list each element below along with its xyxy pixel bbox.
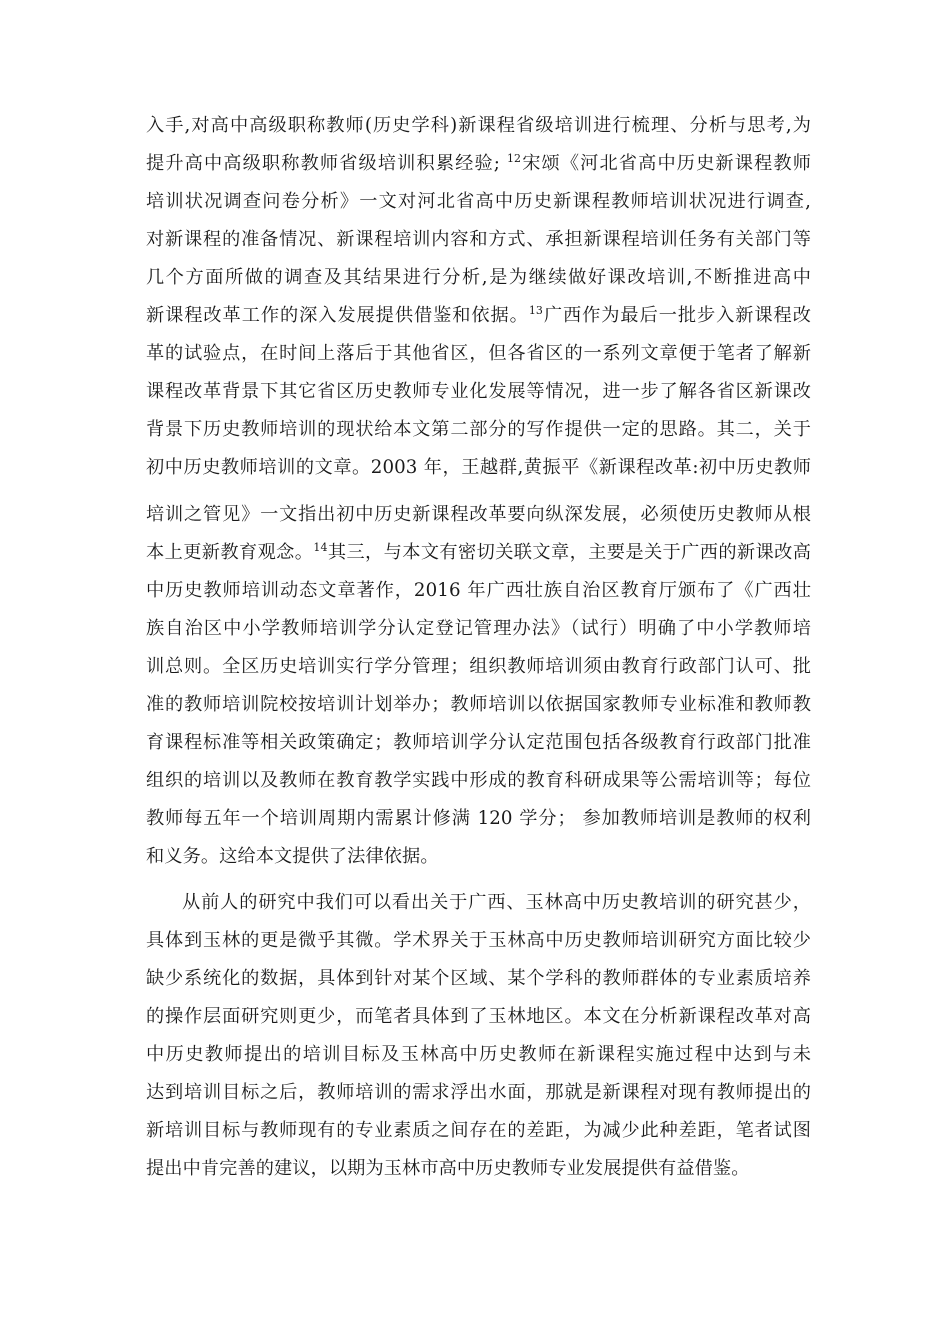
text-line: 提出中肯完善的建议，以期为玉林市高中历史教师专业发展提供有益借鉴。 <box>146 1158 750 1179</box>
text-segment: 其三，与本文有密切关联文章，主要是关于广西的新课改高 <box>327 542 812 563</box>
text-line: 入手,对高中高级职称教师(历史学科)新课程省级培训进行梳理、分析与思考,为 <box>146 115 811 136</box>
text-line: 新培训目标与教师现有的专业素质之间存在的差距，为减少此种差距，笔者试图 <box>146 1120 811 1141</box>
text-line: 培训状况调查问卷分析》一文对河北省高中历史新课程教师培训状况进行调查, <box>146 191 811 212</box>
text-segment: 本上更新教育观念。 <box>146 542 314 563</box>
text-line: 革的试验点，在时间上落后于其他省区，但各省区的一系列文章便于笔者了解新 <box>146 343 811 364</box>
footnote-marker: 14 <box>313 541 328 554</box>
text-line: 组织的培训以及教师在教育教学实践中形成的教育科研成果等公需培训等；每位 <box>146 770 811 791</box>
text-line: 几个方面所做的调查及其结果进行分析,是为继续做好课改培训,不断推进高中 <box>146 267 811 288</box>
text-segment: 广西作为最后一批步入新课程改 <box>543 305 811 326</box>
paragraph-2 <box>146 496 811 876</box>
text-line: 课程改革背景下其它省区历史教师专业化发展等情况，进一步了解各省区新课改 <box>146 381 811 402</box>
text-line: 和义务。这给本文提供了法律依据。 <box>146 846 439 867</box>
text-line: 背景下历史教师培训的现状给本文第二部分的写作提供一定的思路。其二，关于 <box>146 419 811 440</box>
text-line: 育课程标准等相关政策确定；教师培训学分认定范围包括各级教育行政部门批准 <box>146 732 811 753</box>
text-line: 培训之管见》一文指出初中历史新课程改革要向纵深发展，必须使历史教师从根 <box>146 504 811 525</box>
footnote-marker: 12 <box>506 152 522 165</box>
paragraph-3 <box>146 884 811 1188</box>
text-line: 族自治区中小学教师培训学分认定登记管理办法》（试行）明确了中小学教师培 <box>146 618 811 639</box>
text-line <box>146 534 811 572</box>
text-line <box>146 297 811 335</box>
text-line: 从前人的研究中我们可以看出关于广西、玉林高中历史教培训的研究甚少， <box>182 892 811 913</box>
text-segment: 提升高中高级职称教师省级培训积累经验; <box>146 153 501 174</box>
text-line: 达到培训目标之后，教师培训的需求浮出水面，那就是新课程对现有教师提出的 <box>146 1082 811 1103</box>
text-line: 缺少系统化的数据，具体到针对某个区域、某个学科的教师群体的专业素质培养 <box>146 968 811 989</box>
text-line: 中历史教师提出的培训目标及玉林高中历史教师在新课程实施过程中达到与未 <box>146 1044 811 1065</box>
text-line: 教师每五年一个培训周期内需累计修满 120 学分； 参加教师培训是教师的权利 <box>146 808 811 829</box>
text-segment: 宋颂《河北省高中历史新课程教师 <box>521 153 811 174</box>
paragraph-1 <box>146 107 811 487</box>
text-line: 准的教师培训院校按培训计划举办；教师培训以依据国家教师专业标准和教师教 <box>146 694 811 715</box>
text-line <box>146 145 811 183</box>
footnote-marker: 13 <box>528 304 544 317</box>
text-line: 的操作层面研究则更少，而笔者具体到了玉林地区。本文在分析新课程改革对高 <box>146 1006 811 1027</box>
text-line: 对新课程的准备情况、新课程培训内容和方式、承担新课程培训任务有关部门等 <box>146 229 811 250</box>
text-segment: 新课程改革工作的深入发展提供借鉴和依据。 <box>146 305 529 326</box>
text-line: 训总则。全区历史培训实行学分管理；组织教师培训须由教育行政部门认可、批 <box>146 656 811 677</box>
text-line: 中历史教师培训动态文章著作，2016 年广西壮族自治区教育厅颁布了《广西壮 <box>146 580 811 601</box>
text-line: 初中历史教师培训的文章。2003 年，王越群,黄振平《新课程改革:初中历史教师 <box>146 457 811 478</box>
text-line: 具体到玉林的更是微乎其微。学术界关于玉林高中历史教师培训研究方面比较少 <box>146 930 811 951</box>
